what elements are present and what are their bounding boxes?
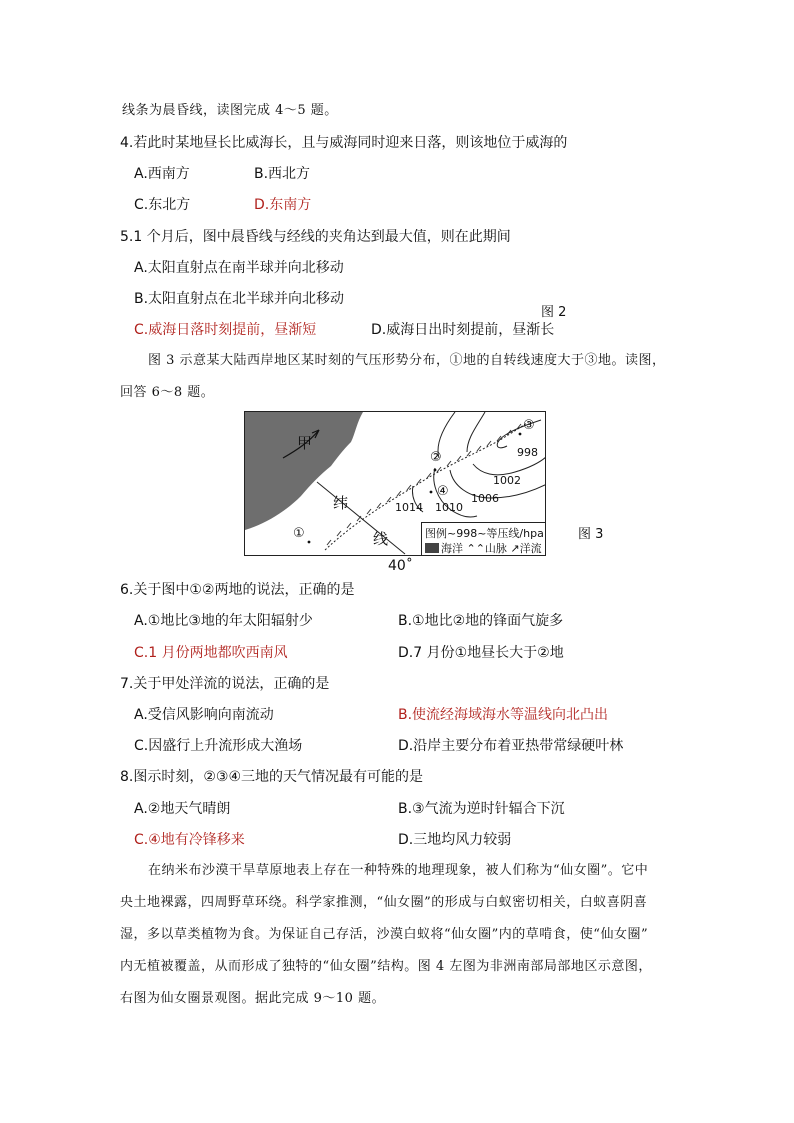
q7-option-b-answer[interactable]: B.使流经海域海水等温线向北凸出 [398,707,609,723]
q5-option-a[interactable]: A.太阳直射点在南半球并向北移动 [134,260,344,276]
q7-option-c[interactable]: C.因盛行上升流形成大渔场 [134,738,303,754]
q8-option-c-answer[interactable]: C.④地有冷锋移来 [134,832,245,848]
point-2-dot [434,469,437,472]
isobar-label-1002: 1002 [493,474,521,487]
q7-option-d[interactable]: D.沿岸主要分布着亚热带常绿硬叶林 [398,738,624,754]
passage-line3: 湿，多以草类植物为食。为保证自己存活，沙漠白蚁将“仙女圈”内的草啃食，使“仙女圈” [120,927,649,942]
q5-stem: 5.1 个月后，图中晨昏线与经线的夹角达到最大值，则在此期间 [120,229,511,245]
legend-isobar: 图例~998~等压线/hpa [425,527,544,540]
point-1-dot [308,541,311,544]
legend-symbols [425,540,542,556]
q6-option-d[interactable]: D.7 月份①地昼长大于②地 [398,645,564,661]
ocean-swatch-icon [425,543,439,553]
isobar-label-1010: 1010 [435,501,463,514]
fig3-intro-line1: 图 3 示意某大陆西岸地区某时刻的气压形势分布，①地的自转线速度大于③地。读图， [148,353,666,368]
q8-option-a[interactable]: A.②地天气晴朗 [134,801,231,817]
q6-stem: 6.关于图中①②两地的说法，正确的是 [120,582,355,598]
q5-option-c-answer[interactable]: C.威海日落时刻提前，昼渐短 [134,322,317,338]
q6-option-c-answer[interactable]: C.1 月份两地都吹西南风 [134,645,288,661]
figure-3-caption: 图 3 [578,527,604,542]
q5-option-d[interactable]: D.威海日出时刻提前，昼渐长 [371,322,555,338]
q6-option-a[interactable]: A.①地比③地的年太阳辐射少 [134,613,313,629]
q4-stem: 4.若此时某地昼长比威海长，且与威海同时迎来日落，则该地位于威海的 [120,135,568,151]
point-3-dot [519,433,522,436]
isobar-label-998: 998 [517,446,538,459]
q7-stem: 7.关于甲处洋流的说法，正确的是 [120,676,330,692]
legend-symbols-text: 海洋 ⌃⌃山脉 ↗洋流 [441,542,542,555]
q8-option-d[interactable]: D.三地均风力较弱 [398,832,512,848]
latitude-line [317,482,405,554]
isobar-upper-2 [467,412,485,452]
q8-stem: 8.图示时刻，②③④三地的天气情况最有可能的是 [120,769,424,785]
q4-option-c[interactable]: C.东北方 [134,197,191,213]
map-label-xian: 线 [373,530,389,548]
intro-line: 线条为晨昏线，读图完成 4～5 题。 [122,103,338,118]
map-point-2: ② [430,450,442,465]
map-label-jia: 甲 [297,434,313,452]
fig3-intro-line2: 回答 6～8 题。 [120,385,215,400]
map-point-3: ③ [523,418,535,433]
q8-option-b[interactable]: B.③气流为逆时针辐合下沉 [398,801,565,817]
point-4-dot [430,491,433,494]
q4-option-a[interactable]: A.西南方 [134,166,190,182]
passage-line2: 央土地裸露，四周野草环绕。科学家推测，“仙女圈”的形成与白蚁密切相关，白蚁喜阴喜 [120,895,648,910]
map-label-wei: 纬 [333,494,349,512]
passage-line5: 右图为仙女圈景观图。据此完成 9～10 题。 [120,991,386,1006]
isobar-label-1014: 1014 [395,501,423,514]
figure-3-map [244,411,546,556]
figure-2-label: 图 2 [541,305,567,320]
latitude-40-label: 40˚ [388,558,413,574]
passage-line1: 在纳米布沙漠干旱草原地表上存在一种特殊的地理现象，被人们称为“仙女圈”。它中 [148,863,649,878]
q7-option-a[interactable]: A.受信风影响向南流动 [134,707,274,723]
q4-option-b[interactable]: B.西北方 [254,166,311,182]
isobar-label-1006: 1006 [471,492,499,505]
map-point-4: ④ [437,484,449,499]
q6-option-b[interactable]: B.①地比②地的锋面气旋多 [398,613,564,629]
map-point-1: ① [293,526,305,541]
passage-line4: 内无植被覆盖，从而形成了独特的“仙女圈”结构。图 4 左图为非洲南部局部地区示意图， [120,959,652,974]
q5-option-b[interactable]: B.太阳直射点在北半球并向北移动 [134,291,345,307]
q4-option-d-answer[interactable]: D.东南方 [254,197,312,213]
map-legend [421,522,546,556]
